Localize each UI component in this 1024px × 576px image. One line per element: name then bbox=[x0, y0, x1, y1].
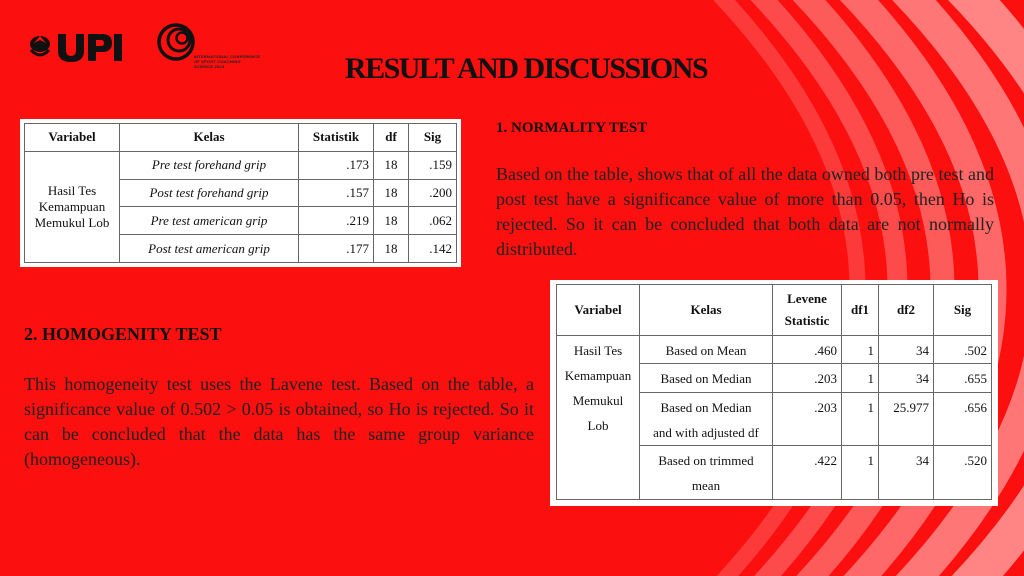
levene-cell: .422 bbox=[773, 446, 842, 500]
kelas-line: and with adjusted df bbox=[653, 424, 759, 440]
statistik-cell: .157 bbox=[299, 179, 374, 207]
df1-cell: 1 bbox=[842, 364, 879, 392]
sig-cell: .062 bbox=[409, 207, 457, 235]
levene-cell: .203 bbox=[773, 364, 842, 392]
variable-cell bbox=[557, 336, 640, 500]
levene-cell: .203 bbox=[773, 392, 842, 446]
df-cell: 18 bbox=[374, 151, 409, 179]
kelas-line: Based on trimmed bbox=[658, 453, 754, 469]
variable-line: Hasil Tes bbox=[47, 182, 97, 198]
variable-line: Memukul bbox=[572, 393, 624, 408]
df2-cell: 34 bbox=[879, 446, 934, 500]
statistik-cell: .219 bbox=[299, 207, 374, 235]
df-cell: 18 bbox=[374, 235, 409, 263]
sig-cell: .656 bbox=[934, 392, 992, 446]
normality-heading: 1. NORMALITY TEST bbox=[496, 120, 648, 136]
kelas-cell: Based on Median bbox=[640, 364, 773, 392]
table-row bbox=[557, 336, 992, 364]
df2-cell: 34 bbox=[879, 364, 934, 392]
col-header-kelas: Kelas bbox=[640, 285, 773, 336]
sig-cell: .655 bbox=[934, 364, 992, 392]
levene-header-line: Levene bbox=[787, 291, 827, 306]
df1-cell: 1 bbox=[842, 446, 879, 500]
sig-cell: .142 bbox=[409, 235, 457, 263]
variable-line: Memukul Lob bbox=[34, 214, 110, 230]
kelas-cell bbox=[640, 392, 773, 446]
homogeneity-paragraph: This homogeneity test uses the Lavene test. Based on the table, a significance value of 0.502 > 0.05 is obtained, so Ho is rejected. So it can be concluded that the data has the same group variance (homogeneous). bbox=[24, 374, 534, 469]
sig-cell: .159 bbox=[409, 151, 457, 179]
normality-table bbox=[24, 123, 457, 263]
kelas-line: Based on Median bbox=[660, 399, 752, 415]
df1-cell: 1 bbox=[842, 392, 879, 446]
page-title: RESULT AND DISCUSSIONS bbox=[344, 52, 708, 85]
kelas-cell: Post test american grip bbox=[120, 235, 299, 263]
homogeneity-heading: 2. HOMOGENITY TEST bbox=[24, 324, 222, 344]
df2-cell: 34 bbox=[879, 336, 934, 364]
statistik-cell: .177 bbox=[299, 235, 374, 263]
sig-cell: .200 bbox=[409, 179, 457, 207]
conference-line-1: INTERNATIONAL CONFERENCE bbox=[194, 54, 261, 59]
df-cell: 18 bbox=[374, 207, 409, 235]
sig-cell: .520 bbox=[934, 446, 992, 500]
kelas-cell: Pre test forehand grip bbox=[120, 151, 299, 179]
variable-cell bbox=[25, 151, 120, 262]
kelas-cell: Based on Mean bbox=[640, 336, 773, 364]
col-header-df: df bbox=[374, 124, 409, 152]
sig-cell: .502 bbox=[934, 336, 992, 364]
kelas-line: mean bbox=[691, 478, 721, 494]
statistik-cell: .173 bbox=[299, 151, 374, 179]
col-header-variabel: Variabel bbox=[25, 124, 120, 152]
col-header-statistik: Statistik bbox=[299, 124, 374, 152]
normality-table-card bbox=[20, 119, 461, 267]
variable-line: Hasil Tes bbox=[573, 343, 623, 358]
df2-cell: 25.977 bbox=[879, 392, 934, 446]
kelas-cell bbox=[640, 446, 773, 500]
variable-line: Kemampuan bbox=[564, 368, 632, 383]
col-header-sig: Sig bbox=[409, 124, 457, 152]
table-header-row bbox=[557, 285, 992, 336]
col-header-df2: df2 bbox=[879, 285, 934, 336]
col-header-kelas: Kelas bbox=[120, 124, 299, 152]
levene-cell: .460 bbox=[773, 336, 842, 364]
table-row bbox=[25, 151, 457, 179]
col-header-df1: df1 bbox=[842, 285, 879, 336]
levene-header-line: Statistic bbox=[784, 313, 830, 328]
homogeneity-table bbox=[556, 284, 992, 500]
table-header-row bbox=[25, 124, 457, 152]
col-header-sig: Sig bbox=[934, 285, 992, 336]
df-cell: 18 bbox=[374, 179, 409, 207]
kelas-cell: Post test forehand grip bbox=[120, 179, 299, 207]
homogeneity-table-card bbox=[550, 280, 998, 506]
conference-line-3: SCIENCE 2024 bbox=[194, 64, 225, 69]
col-header-variabel: Variabel bbox=[557, 285, 640, 336]
col-header-levene bbox=[773, 285, 842, 336]
kelas-cell: Pre test american grip bbox=[120, 207, 299, 235]
conference-line-2: OF SPORT COACHING bbox=[194, 59, 241, 64]
normality-paragraph: Based on the table, shows that of all the data owned both pre test and post test have a significance value of more than 0.05, then Ho is rejected. So it can be concluded that both data are not normally distributed. bbox=[496, 164, 994, 259]
df1-cell: 1 bbox=[842, 336, 879, 364]
variable-line: Lob bbox=[587, 418, 609, 433]
variable-line: Kemampuan bbox=[38, 198, 106, 214]
